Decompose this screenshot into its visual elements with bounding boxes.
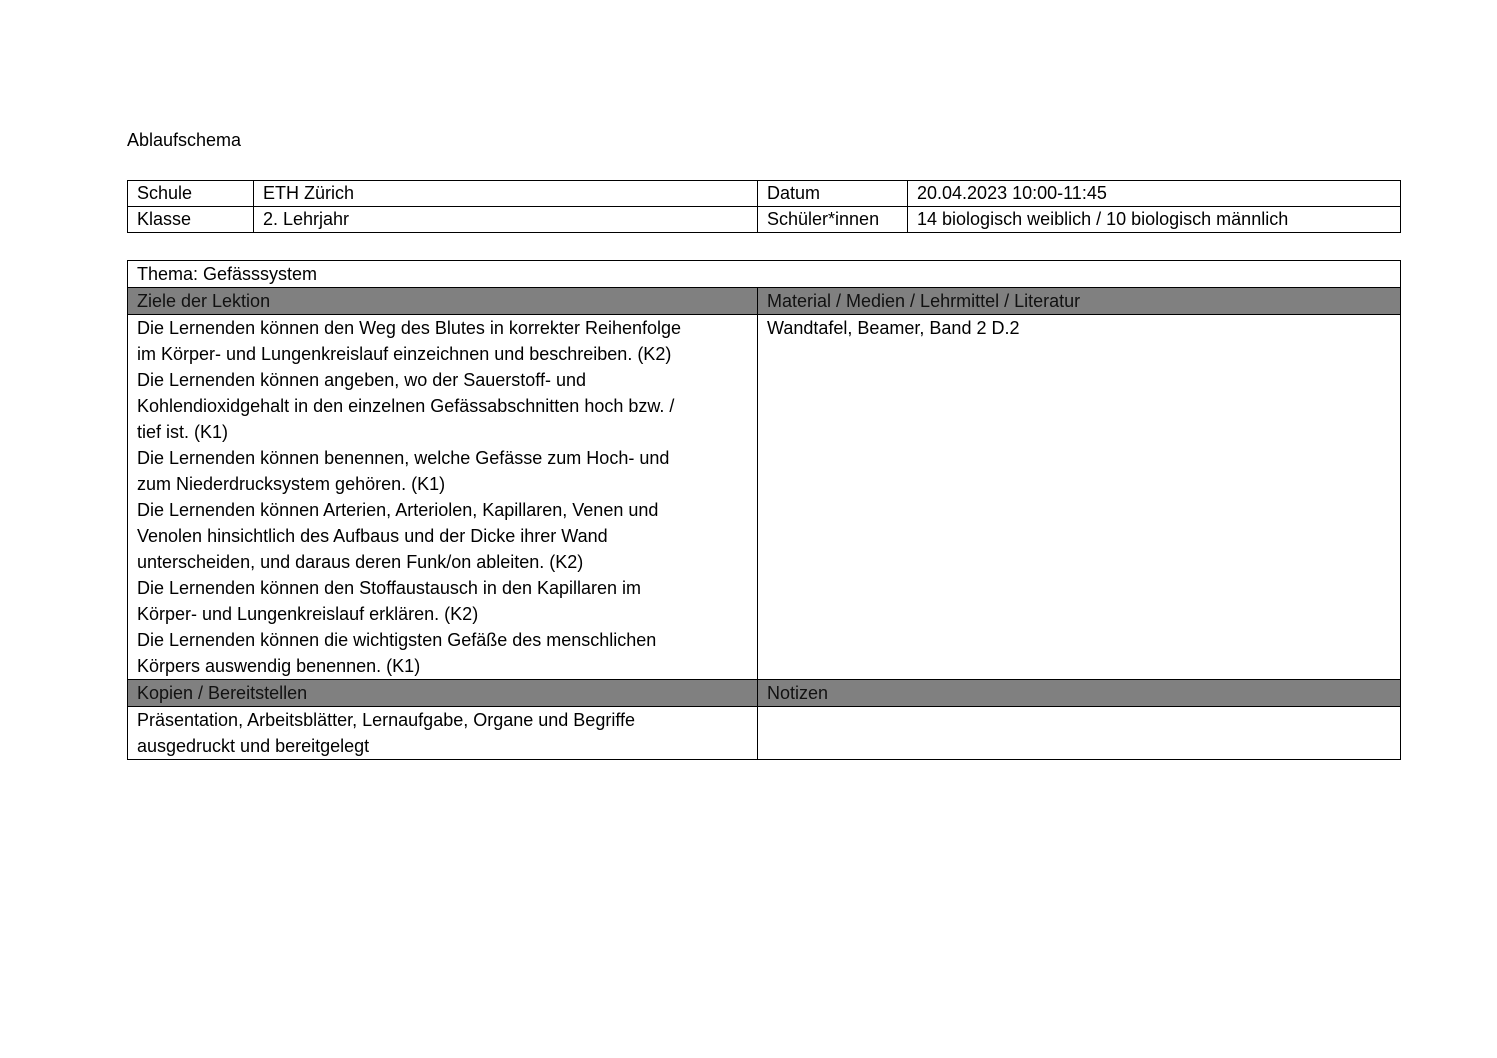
label-klasse: Klasse: [128, 207, 254, 233]
ziele-line: zum Niederdrucksystem gehören. (K1): [137, 474, 446, 494]
info-table: [127, 180, 1401, 233]
value-klasse: 2. Lehrjahr: [254, 207, 758, 233]
ziele-line: Die Lernenden können angeben, wo der Sauerstoff- und: [137, 370, 586, 390]
thema-row: [128, 261, 1401, 288]
value-datum: 20.04.2023 10:00-11:45: [908, 181, 1401, 207]
ziele-line: Die Lernenden können die wichtigsten Gefäße des menschlichen: [137, 630, 657, 650]
goals-header-row: [128, 288, 1401, 315]
notizen-header: Notizen: [758, 680, 1401, 707]
info-row-school: [128, 181, 1401, 207]
value-schule: ETH Zürich: [254, 181, 758, 207]
label-schueler: Schüler*innen: [758, 207, 908, 233]
ziele-line: Venolen hinsichtlich des Aufbaus und der Dicke ihrer Wand: [137, 526, 608, 546]
ziele-line: Die Lernenden können benennen, welche Gefässe zum Hoch- und: [137, 448, 670, 468]
ziele-line: tief ist. (K1): [137, 422, 229, 442]
ziele-header: Ziele der Lektion: [128, 288, 758, 315]
notizen-cell: [758, 707, 1401, 760]
copies-header-row: [128, 680, 1401, 707]
label-schule: Schule: [128, 181, 254, 207]
ziele-line: Die Lernenden können Arterien, Arteriolen, Kapillaren, Venen und: [137, 500, 659, 520]
copies-row: [128, 707, 1401, 760]
material-cell: [758, 315, 1401, 680]
lesson-table: [127, 260, 1401, 760]
ziele-line: Körper- und Lungenkreislauf erklären. (K2): [137, 604, 479, 624]
material-text: Wandtafel, Beamer, Band 2 D.2: [767, 318, 1020, 338]
ziele-line: Kohlendioxidgehalt in den einzelnen Gefässabschnitten hoch bzw. /: [137, 396, 675, 416]
kopien-cell: [128, 707, 758, 760]
ziele-line: Die Lernenden können den Weg des Blutes in korrekter Reihenfolge: [137, 318, 682, 338]
kopien-line: ausgedruckt und bereitgelegt: [137, 736, 370, 756]
ziele-line: Körpers auswendig benennen. (K1): [137, 656, 421, 676]
ziele-line: im Körper- und Lungenkreislauf einzeichnen und beschreiben. (K2): [137, 344, 672, 364]
thema-cell: Thema: Gefässsystem: [128, 261, 1401, 288]
info-row-class: [128, 207, 1401, 233]
goals-row: [128, 315, 1401, 680]
ziele-cell: [128, 315, 758, 680]
ziele-line: unterscheiden, und daraus deren Funk/on ableiten. (K2): [137, 552, 584, 572]
label-datum: Datum: [758, 181, 908, 207]
document-title: Ablaufschema: [127, 130, 242, 150]
value-schueler: 14 biologisch weiblich / 10 biologisch männlich: [908, 207, 1401, 233]
kopien-header: Kopien / Bereitstellen: [128, 680, 758, 707]
material-header: Material / Medien / Lehrmittel / Literatur: [758, 288, 1401, 315]
kopien-line: Präsentation, Arbeitsblätter, Lernaufgabe, Organe und Begriffe: [137, 710, 636, 730]
ziele-line: Die Lernenden können den Stoffaustausch in den Kapillaren im: [137, 578, 642, 598]
